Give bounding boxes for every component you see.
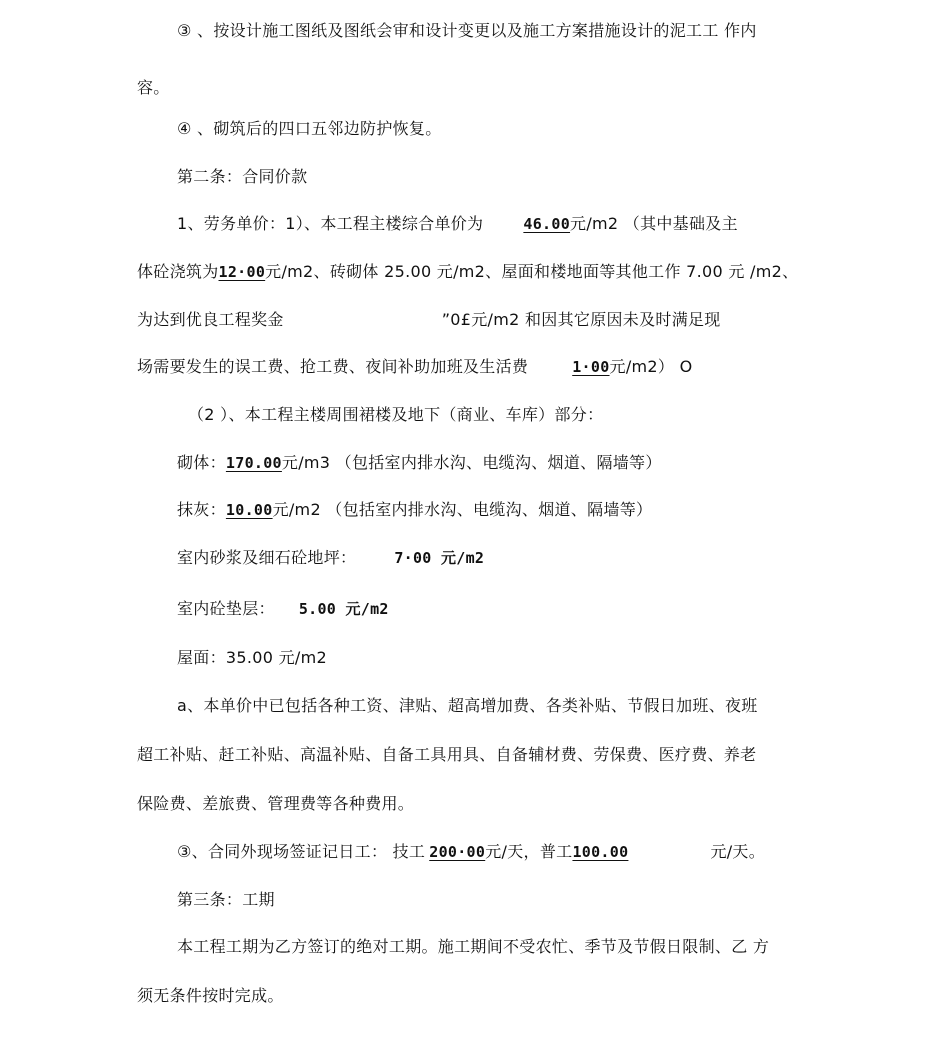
general-worker-daily-rate: 100.00 bbox=[572, 843, 629, 861]
roof-price-line: 屋面：35.00 元/m2 bbox=[177, 648, 327, 667]
labor-price-line1-prefix: 1、劳务单价：1）、本工程主楼综合单价为 bbox=[177, 214, 484, 233]
masonry-price-line bbox=[177, 452, 662, 474]
labor-price-line1 bbox=[177, 213, 738, 235]
labor-price-line4-prefix: 场需要发生的误工费、抢工费、夜间补助加班及生活费 bbox=[137, 357, 529, 376]
overtime-allowance-price: 1·00 bbox=[572, 358, 610, 376]
concrete-cushion-label: 室内砼垫层： bbox=[177, 599, 275, 618]
clause-item3-line2: 容。 bbox=[137, 78, 170, 97]
daywork-mid: 元/天，普工 bbox=[485, 842, 573, 861]
floor-screed-price-line bbox=[177, 547, 484, 569]
plaster-price: 10.00 bbox=[225, 501, 273, 519]
labor-price-line3-prefix: 为达到优良工程奖金 bbox=[137, 310, 284, 329]
skilled-worker-daily-rate: 200·00 bbox=[429, 843, 486, 861]
article2-title: 第二条：合同价款 bbox=[177, 167, 308, 186]
plaster-price-line bbox=[177, 499, 652, 521]
labor-price-line2 bbox=[137, 261, 798, 283]
clause-item3-line1: ③ 、按设计施工图纸及图纸会审和设计变更以及施工方案措施设计的泥工工 作内 bbox=[177, 21, 757, 40]
article3-title: 第三条：工期 bbox=[177, 890, 275, 909]
podium-heading: （2 ）、本工程主楼周围裙楼及地下（商业、车库）部分： bbox=[188, 405, 604, 424]
note-a-line1: a、本单价中已包括各种工资、津贴、超高增加费、各类补贴、节假日加班、夜班 bbox=[177, 696, 758, 715]
clause-item4: ④ 、砌筑后的四口五邻边防护恢复。 bbox=[177, 119, 442, 138]
labor-price-line4 bbox=[137, 356, 692, 378]
labor-price-line2-suffix: 元/m2、砖砌体 25.00 元/m2、屋面和楼地面等其他工作 7.00 元 /m2、 bbox=[265, 262, 799, 281]
plaster-suffix: 元/m2 （包括室内排水沟、电缆沟、烟道、隔墙等） bbox=[272, 500, 653, 519]
note-a-line3: 保险费、差旅费、管理费等各种费用。 bbox=[137, 794, 415, 813]
plaster-label: 抹灰： bbox=[177, 500, 226, 519]
labor-price-line3 bbox=[137, 309, 721, 331]
concrete-cushion-price: 5.00 元/m2 bbox=[298, 600, 389, 618]
daywork-suffix: 元/天。 bbox=[710, 842, 766, 861]
foundation-pour-price: 12·00 bbox=[218, 263, 266, 281]
floor-screed-label: 室内砂浆及细石砼地坪： bbox=[177, 548, 357, 567]
labor-price-line2-prefix: 体砼浇筑为 bbox=[137, 262, 219, 281]
daywork-prefix: ③、合同外现场签证记日工： 技工 bbox=[177, 842, 426, 861]
concrete-cushion-price-line bbox=[177, 598, 389, 620]
note-a-line2: 超工补贴、赶工补贴、高温补贴、自备工具用具、自备辅材费、劳保费、医疗费、养老 bbox=[137, 745, 757, 764]
masonry-price: 170.00 bbox=[225, 454, 282, 472]
labor-price-line1-suffix: 元/m2 （其中基础及主 bbox=[570, 214, 738, 233]
labor-price-line4-suffix: 元/m2） O bbox=[609, 357, 693, 376]
masonry-suffix: 元/m3 （包括室内排水沟、电缆沟、烟道、隔墙等） bbox=[281, 453, 662, 472]
article3-line1: 本工程工期为乙方签订的绝对工期。施工期间不受农忙、季节及节假日限制、乙 方 bbox=[177, 937, 770, 956]
floor-screed-price: 7·00 元/m2 bbox=[394, 549, 485, 567]
quality-award-price: ”0£元/m2 和因其它原因未及时满足现 bbox=[441, 310, 721, 329]
main-building-unit-price: 46.00 bbox=[523, 215, 571, 233]
masonry-label: 砌体： bbox=[177, 453, 226, 472]
daywork-price-line bbox=[177, 841, 765, 863]
article3-line2: 须无条件按时完成。 bbox=[137, 986, 284, 1005]
